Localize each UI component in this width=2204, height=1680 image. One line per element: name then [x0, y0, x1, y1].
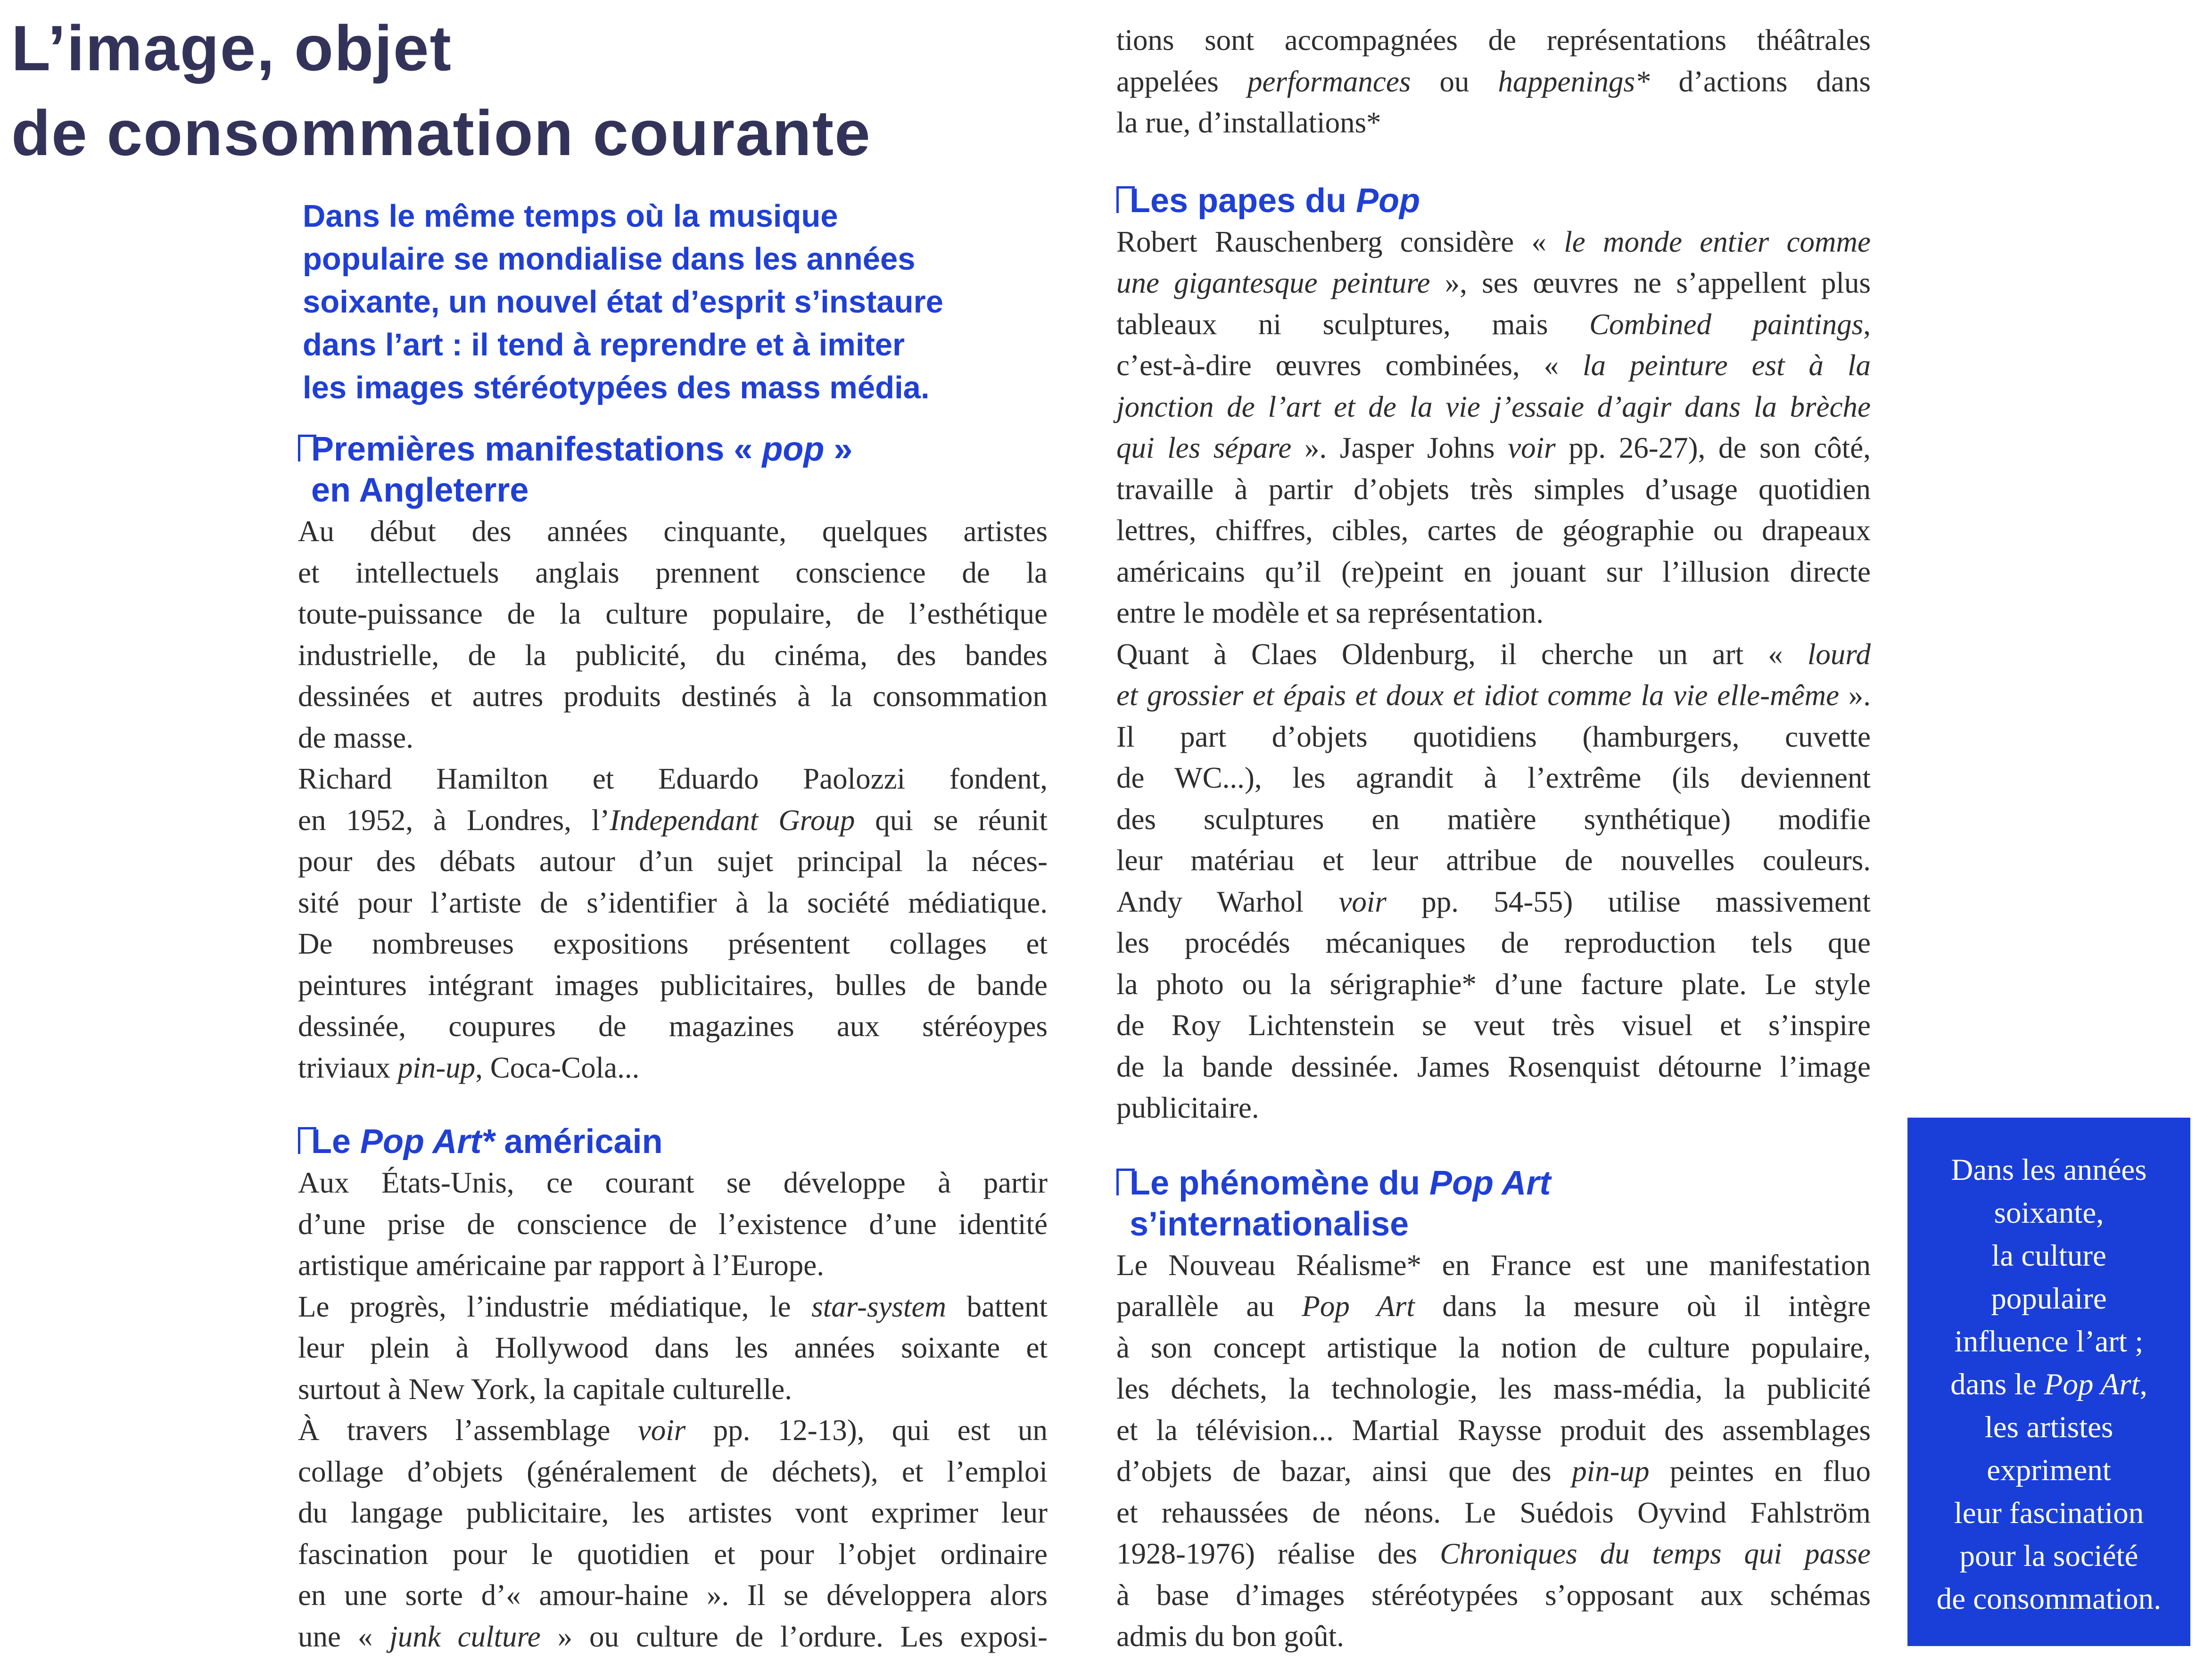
- text-line: leur plein à Hollywood dans les années soixante et: [298, 1331, 1048, 1364]
- text-line: collage d’objets (généralement de déchets), et l’emploi: [298, 1455, 1048, 1488]
- italic-run: le monde entier comme: [1564, 225, 1871, 258]
- heading-text: Premières manifestations «: [311, 430, 762, 468]
- page-title-line-1: L’image, objet: [11, 12, 452, 84]
- lead-line: populaire se mondialise dans les années: [303, 241, 916, 277]
- text-run: Andy Warhol: [1116, 885, 1339, 918]
- text-run: d’actions dans: [1650, 65, 1871, 98]
- callout-line: leur fascination: [1954, 1496, 2144, 1530]
- corner-bracket-icon: [1116, 1169, 1135, 1195]
- callout-line: [1907, 1363, 2190, 1406]
- text-line: d’une prise de conscience de l’existence d’une identité: [298, 1207, 1048, 1241]
- italic-run: star-system: [811, 1290, 946, 1323]
- heading-line: [311, 429, 1048, 470]
- text-line: dessinées et autres produits destinés à la consommation: [298, 680, 1048, 713]
- heading-text: »: [824, 430, 853, 468]
- callout-box: [1907, 1118, 2190, 1646]
- text-line: toute-puissance de la culture populaire, de l’esthétique: [298, 597, 1048, 630]
- heading-line: s’internationalise: [1130, 1205, 1409, 1243]
- text-run: ».: [1839, 679, 1871, 712]
- corner-bracket-icon: [298, 435, 316, 461]
- text-line: [1116, 304, 1871, 346]
- italic-run: voir: [1508, 431, 1556, 464]
- callout-line: la culture: [1991, 1239, 2106, 1273]
- heading-italic: pop: [762, 430, 825, 468]
- text-run: une «: [298, 1620, 390, 1653]
- lead-line: Dans le même temps où la musique: [303, 198, 838, 234]
- italic-run: qui les sépare: [1116, 431, 1292, 464]
- callout-line: pour la société: [1959, 1539, 2138, 1573]
- section-heading-pop-art-americain: [298, 1121, 1048, 1162]
- text-run: parallèle au: [1116, 1290, 1302, 1323]
- text-line: [1116, 345, 1871, 387]
- text-line: et rehaussées de néons. Le Suédois Oyvind Fahlström: [1116, 1496, 1871, 1529]
- text-line: Il part d’objets quotidiens (hamburgers, cuvette: [1116, 720, 1871, 753]
- italic-run: une gigantesque peinture: [1116, 266, 1430, 299]
- text-line: en une sorte d’« amour-haine ». Il se développera alors: [298, 1579, 1048, 1612]
- page-title: [11, 6, 1001, 175]
- spacer: [298, 1088, 1048, 1121]
- italic-run: happenings*: [1498, 65, 1650, 98]
- text-run: c’est-à-dire œuvres combinées, «: [1116, 349, 1583, 382]
- text-line: lettres, chiffres, cibles, cartes de géographie ou drapeaux: [1116, 514, 1871, 547]
- text-line: [1116, 881, 1871, 923]
- heading-line: [1130, 1163, 1871, 1204]
- callout-line: populaire: [1991, 1282, 2107, 1316]
- text-run: Robert Rauschenberg considère «: [1116, 225, 1564, 258]
- paragraph: [1116, 634, 1871, 1129]
- callout-line: expriment: [1987, 1453, 2111, 1487]
- text-line: [1116, 263, 1871, 304]
- lead-line: dans l’art : il tend à reprendre et à imiter: [303, 327, 905, 362]
- paragraph: [1116, 1245, 1871, 1657]
- text-line: des sculptures en matière synthétique) modifie: [1116, 802, 1871, 836]
- text-line: [298, 1616, 1048, 1658]
- text-line: travaille à partir d’objets très simples d’usage quotidien: [1116, 472, 1871, 506]
- text-line: artistique américaine par rapport à l’Europe.: [298, 1249, 824, 1282]
- text-line: [298, 1410, 1048, 1451]
- callout-italic: Pop Art: [2044, 1367, 2140, 1401]
- text-line: les procédés mécaniques de reproduction tels que: [1116, 926, 1871, 959]
- text-line: Le Nouveau Réalisme* en France est une manifestation: [1116, 1248, 1871, 1282]
- heading-line: [311, 1121, 1048, 1162]
- text-run: Quant à Claes Oldenburg, il cherche un art «: [1116, 637, 1808, 671]
- text-line: [298, 1047, 1048, 1089]
- heading-line: [1130, 181, 1871, 222]
- text-line: [1116, 387, 1871, 428]
- italic-run: voir: [637, 1414, 686, 1447]
- text-line: la rue, d’installations*: [1116, 106, 1381, 139]
- callout-line: soixante,: [1994, 1196, 2104, 1230]
- italic-run: junk culture: [389, 1620, 541, 1653]
- text-line: américains qu’il (re)peint en jouant sur l’illusion directe: [1116, 555, 1871, 588]
- paragraph: [1116, 20, 1871, 144]
- italic-run: pin-up: [1572, 1455, 1650, 1488]
- heading-text: Le: [311, 1123, 361, 1161]
- text-line: admis du bon goût.: [1116, 1620, 1344, 1653]
- text-run: pp. 12-13), qui est un: [685, 1414, 1048, 1447]
- heading-text: Les papes du: [1130, 181, 1356, 220]
- callout-line: de consommation.: [1936, 1582, 2162, 1616]
- text-run: dans la mesure où il intègre: [1414, 1290, 1871, 1323]
- italic-run: Chroniques du temps qui passe: [1440, 1537, 1871, 1570]
- corner-bracket-icon: [1116, 186, 1135, 213]
- text-run: , Coca-Cola...: [475, 1051, 640, 1084]
- text-line: [1116, 1286, 1871, 1327]
- callout-line: influence l’art ;: [1954, 1325, 2144, 1359]
- paragraph: [1116, 222, 1871, 634]
- text-line: dessinée, coupures de magazines aux stéréoypes: [298, 1010, 1048, 1043]
- text-line: [1116, 428, 1871, 469]
- text-line: et intellectuels anglais prennent conscience de la: [298, 556, 1048, 589]
- callout-text: dans le: [1950, 1367, 2044, 1401]
- text-line: [1116, 675, 1871, 716]
- text-line: à son concept artistique la notion de culture populaire,: [1116, 1331, 1871, 1364]
- text-run: pp. 54-55) utilise massivement: [1386, 885, 1871, 918]
- italic-run: performances: [1247, 65, 1411, 98]
- section-heading-premieres-manifestations: [298, 429, 1048, 511]
- text-run: qui se réunit: [855, 803, 1048, 837]
- text-line: peintures intégrant images publicitaires, bulles de bande: [298, 968, 1048, 1002]
- italic-run: Pop Art: [1302, 1290, 1415, 1323]
- page-title-line-2: de consommation courante: [11, 97, 871, 169]
- italic-run: voir: [1338, 885, 1387, 918]
- callout-line: les artistes: [1984, 1410, 2113, 1444]
- paragraph: [298, 1162, 1048, 1286]
- text-run: pp. 26-27), de son côté,: [1555, 431, 1871, 464]
- italic-run: lourd: [1807, 637, 1871, 671]
- text-line: leur matériau et leur attribue de nouvelles couleurs.: [1116, 844, 1871, 877]
- italic-run: la peinture est à la: [1583, 349, 1871, 382]
- heading-italic: Pop: [1356, 181, 1420, 220]
- text-run: », ses œuvres ne s’appellent plus: [1430, 266, 1871, 299]
- text-line: [298, 800, 1048, 841]
- text-line: industrielle, de la publicité, du cinéma, des bandes: [298, 638, 1048, 672]
- text-run: en 1952, à Londres, l’: [298, 803, 610, 837]
- text-run: ». Jasper Johns: [1291, 431, 1508, 464]
- text-line: de masse.: [298, 721, 413, 754]
- callout-text: ,: [2139, 1367, 2147, 1401]
- text-line: du langage publicitaire, les artistes vont exprimer leur: [298, 1496, 1048, 1529]
- text-line: surtout à New York, la capitale culturelle.: [298, 1372, 792, 1406]
- text-line: sité pour l’artiste de s’identifier à la société médiatique.: [298, 886, 1048, 919]
- text-line: à base d’images stéréotypées s’opposant aux schémas: [1116, 1578, 1871, 1612]
- paragraph: [298, 1286, 1048, 1410]
- text-line: [298, 1286, 1048, 1328]
- callout-line: Dans les années: [1951, 1153, 2147, 1187]
- text-line: entre le modèle et sa représentation.: [1116, 596, 1544, 629]
- text-line: [1116, 222, 1871, 263]
- text-line: les déchets, la technologie, les mass-média, la publicité: [1116, 1372, 1871, 1405]
- lead-paragraph: [303, 195, 1048, 409]
- text-line: [1116, 1451, 1871, 1492]
- corner-bracket-icon: [298, 1127, 316, 1154]
- text-run: tableaux ni sculptures, mais: [1116, 307, 1590, 341]
- text-run: peintes en fluo: [1649, 1455, 1871, 1488]
- text-run: triviaux: [298, 1051, 398, 1084]
- text-run: ,: [1863, 307, 1871, 341]
- heading-text: Le phénomène du: [1130, 1164, 1430, 1202]
- section-heading-papes-du-pop: [1116, 181, 1871, 222]
- text-run: d’objets de bazar, ainsi que des: [1116, 1455, 1572, 1488]
- text-run: ou: [1411, 65, 1498, 98]
- text-line: de la bande dessinée. James Rosenquist détourne l’image: [1116, 1050, 1871, 1083]
- text-run: battent: [946, 1290, 1048, 1323]
- text-line: Richard Hamilton et Eduardo Paolozzi fondent,: [298, 762, 1048, 795]
- text-line: [1116, 1533, 1871, 1575]
- heading-italic: Pop Art*: [360, 1123, 495, 1161]
- heading-line: en Angleterre: [311, 471, 529, 509]
- heading-italic: Pop Art: [1429, 1164, 1551, 1202]
- left-column: [298, 429, 1048, 1657]
- paragraph: [298, 1410, 1048, 1657]
- text-line: [1116, 634, 1871, 675]
- italic-run: jonction de l’art et de la vie j’essaie d’agir dans la brèche: [1116, 390, 1871, 423]
- heading-text: américain: [495, 1123, 663, 1161]
- paragraph: [298, 511, 1048, 758]
- text-run: À travers l’assemblage: [298, 1414, 638, 1447]
- italic-run: Independant Group: [610, 803, 855, 837]
- text-line: de Roy Lichtenstein se veut très visuel et s’inspire: [1116, 1009, 1871, 1042]
- lead-line: soixante, un nouvel état d’esprit s’instaure: [303, 284, 943, 320]
- spacer: [1116, 1129, 1871, 1163]
- italic-run: et grossier et épais et doux et idiot comme la vie elle-même: [1116, 679, 1840, 712]
- text-line: et la télévision... Martial Raysse produit des assemblages: [1116, 1413, 1871, 1447]
- text-run: » ou culture de l’ordure. Les exposi-: [540, 1620, 1048, 1653]
- text-line: Aux États-Unis, ce courant se développe à partir: [298, 1166, 1048, 1199]
- paragraph: [298, 758, 1048, 1088]
- italic-run: pin-up: [397, 1051, 476, 1084]
- text-line: pour des débats autour d’un sujet principal la néces-: [298, 845, 1048, 878]
- lead-line: les images stéréotypées des mass média.: [303, 370, 930, 405]
- text-run: appelées: [1116, 65, 1247, 98]
- text-line: tions sont accompagnées de représentations théâtrales: [1116, 24, 1871, 57]
- text-line: [1116, 61, 1871, 103]
- text-line: publicitaire.: [1116, 1091, 1259, 1124]
- middle-column: [1116, 20, 1871, 1657]
- text-line: fascination pour le quotidien et pour l’objet ordinaire: [298, 1537, 1048, 1571]
- text-line: Au début des années cinquante, quelques artistes: [298, 515, 1048, 548]
- text-run: Le progrès, l’industrie médiatique, le: [298, 1290, 812, 1323]
- italic-run: Combined paintings: [1589, 307, 1864, 341]
- text-line: la photo ou la sérigraphie* d’une facture plate. Le style: [1116, 967, 1871, 1001]
- spacer: [1116, 144, 1871, 181]
- section-heading-phenomene-pop-art: [1116, 1163, 1871, 1245]
- text-run: 1928-1976) réalise des: [1116, 1537, 1440, 1570]
- text-line: De nombreuses expositions présentent collages et: [298, 927, 1048, 960]
- text-line: de WC...), les agrandit à l’extrême (ils deviennent: [1116, 761, 1871, 794]
